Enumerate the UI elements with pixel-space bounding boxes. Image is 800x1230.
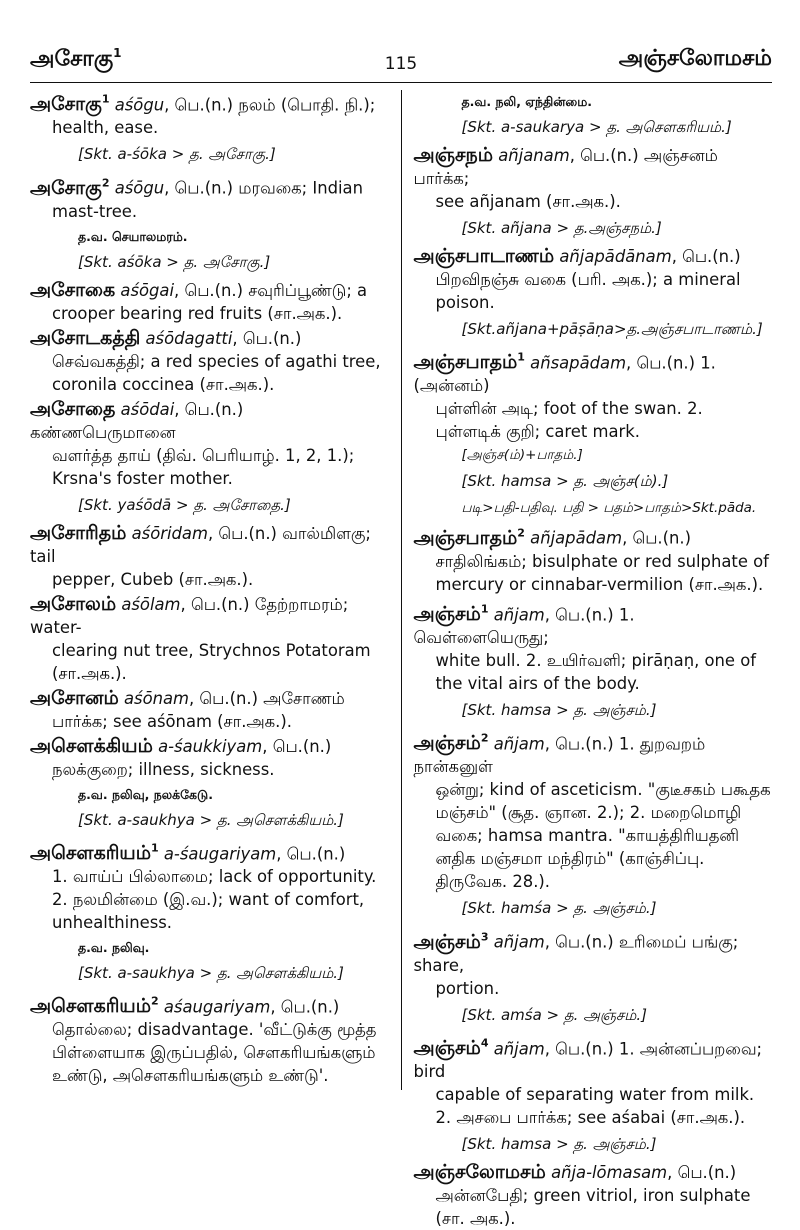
transliteration: aśōnam xyxy=(123,688,189,708)
headword xyxy=(414,351,525,373)
entry-definition: white bull. 2. உயிர்வளி; pirāṇaṇ, one of the vital airs of the body. xyxy=(435,650,757,693)
headword-text: அசோரிதம் xyxy=(30,521,127,544)
transliteration: añja-lōmasam xyxy=(551,1162,668,1182)
entry-definition: mast-tree. xyxy=(52,201,138,221)
entry-first-line xyxy=(414,346,773,397)
entry-definition-start: , பெ.(n.) xyxy=(276,843,346,863)
dictionary-entry xyxy=(414,925,773,999)
entry-first-line xyxy=(30,593,391,639)
tamil-equivalent-note: த.வ. நலி, ஏந்தின்மை. xyxy=(461,94,593,109)
headword xyxy=(30,687,119,709)
entry-definition: ஒன்று; kind of asceticism. "குடீசகம் பகூதக மஞ்சம்" (சூத. ஞான. 2.); 2. மறைமொழி வகை; hamsa mantra. "காயத்திரியதனி னதிக மஞ்சமா மந்திரம்" (காஞ்சிப்பு. திருவேக. 28.). xyxy=(435,780,771,892)
entry-definition: 1. வாய்ப் பில்லாமை; lack of opportunity. 2. நலமின்மை (இ.வ.); want of comfort, unhealthiness. xyxy=(52,866,377,932)
entry-definition-start: , பெ.(n.) xyxy=(671,247,741,266)
dictionary-entry xyxy=(30,398,391,490)
entry-definition: செவ்வகத்தி; a red species of agathi tree, coronila coccinea (சா.அக.). xyxy=(52,351,381,394)
headword-text: அஞ்சம் xyxy=(413,732,481,755)
dictionary-entry xyxy=(414,144,773,213)
etymology: [Skt. yaśōdā > த. அசோதை.] xyxy=(78,495,291,514)
entry-first-line xyxy=(414,925,773,976)
etymology: [Skt. hamsa > த. அஞ்சம்.] xyxy=(461,1134,657,1153)
headword xyxy=(30,177,109,199)
entry-definition: clearing nut tree, Strychnos Potatoram (சா.அக.). xyxy=(52,640,371,683)
entry-definition-start: , பெ.(n.) 1. அன்னப்பறவை; bird xyxy=(413,1038,763,1081)
etymology: [Skt. hamśa > த. அஞ்சம்.] xyxy=(461,899,657,918)
transliteration: aśōdai xyxy=(120,399,175,419)
entry-first-line xyxy=(30,735,391,758)
entry-definition-start: , பெ.(n.) 1. (அன்னம்) xyxy=(413,353,716,396)
entry-definition: health, ease. xyxy=(52,118,159,138)
homonym-number: 1 xyxy=(480,602,489,616)
entry-definition-start: , பெ.(n.) நலம் (பொதி. நி.); xyxy=(164,95,376,115)
headword xyxy=(30,735,153,757)
entry-definition-start: , பெ.(n.) உரிமைப் பங்கு; share, xyxy=(413,932,739,975)
transliteration: aśaugariyam xyxy=(163,997,271,1017)
headword-text: அஞ்சம் xyxy=(413,1036,481,1059)
entry-definition: பார்க்க; see aśōnam (சா.அக.). xyxy=(52,711,292,731)
entry-definition: crooper bearing red fruits (சா.அக.). xyxy=(52,303,343,323)
dictionary-entry xyxy=(30,687,391,733)
transliteration: aśōgu xyxy=(114,178,165,198)
etymology: [Skt.añjana+pāṣāṇa>த.அஞ்சபாடாணம்.] xyxy=(461,320,763,338)
etymology: [Skt. hamsa > த. அஞ்ச(ம்).] xyxy=(461,472,669,491)
entry-definition-start: , பெ.(n.) கண்ணபெருமானை xyxy=(30,399,244,442)
dictionary-entry xyxy=(30,171,391,222)
dictionary-entry xyxy=(30,279,391,325)
dictionary-entry xyxy=(414,727,773,893)
headword-text: அசௌக்கியம் xyxy=(30,734,153,757)
entry-first-line xyxy=(414,598,773,649)
entry-definition: பிறவிநஞ்சு வகை (பரி. அக.); a mineral poison. xyxy=(435,270,741,312)
transliteration: aśōgu xyxy=(114,95,165,115)
dictionary-entry xyxy=(414,346,773,443)
etymology: [Skt. amśa > த. அஞ்சம்.] xyxy=(461,1005,647,1024)
entry-definition-start: , பெ.(n.) சவுரிப்பூண்டு; a xyxy=(174,280,368,300)
headword xyxy=(30,398,115,420)
headword-text: அசௌகரியம் xyxy=(30,841,151,864)
etymology: [Skt. a-saukhya > த. அசௌக்கியம்.] xyxy=(78,963,344,982)
homonym-number: 2 xyxy=(101,176,110,190)
transliteration: añjam xyxy=(493,1038,545,1058)
tamil-equivalent-note: த.வ. செயாலமரம். xyxy=(78,228,188,244)
transliteration: añjanam xyxy=(498,146,570,165)
entry-first-line xyxy=(414,1161,773,1184)
columns xyxy=(30,88,772,1228)
entry-first-line xyxy=(30,279,391,302)
entry-definition: அன்னபேதி; green vitriol, iron sulphate (சா. அக.). xyxy=(435,1185,751,1228)
derivation-note: [அஞ்ச(ம்)+பாதம்.] xyxy=(461,447,583,464)
entry-definition-start: , பெ.(n.) தேற்றாமரம்; water- xyxy=(30,594,349,637)
etymology: [Skt. hamsa > த. அஞ்சம்.] xyxy=(461,700,657,719)
entry-definition: புள்ளின் அடி; foot of the swan. 2. புள்ளடிக் குறி; caret mark. xyxy=(435,399,703,442)
headword-text: அசௌகரியம் xyxy=(30,995,151,1018)
headword-text: அசோகு xyxy=(30,93,102,116)
entry-definition-start: , பெ.(n.) xyxy=(262,736,332,756)
entry-first-line xyxy=(414,1032,773,1083)
headword xyxy=(414,931,489,953)
entry-first-line xyxy=(414,727,773,778)
entry-first-line xyxy=(30,171,391,199)
homonym-number: 4 xyxy=(480,1036,489,1050)
headword xyxy=(30,522,126,544)
homonym-number: 2 xyxy=(150,994,159,1008)
entry-definition: see añjanam (சா.அக.). xyxy=(435,192,621,211)
dictionary-entry xyxy=(30,837,391,934)
tamil-equivalent-note: த.வ. நலிவு, நலக்கேடு. xyxy=(78,786,213,802)
transliteration: añjam xyxy=(493,604,545,624)
homonym-number: 3 xyxy=(480,930,489,944)
headword xyxy=(30,593,116,615)
entry-definition-start: , பெ.(n.) அசோணம் xyxy=(189,688,345,708)
entry-first-line xyxy=(30,327,391,350)
headword-text: அசோதை xyxy=(30,397,116,420)
dictionary-entry xyxy=(414,1032,773,1129)
dictionary-entry xyxy=(30,522,391,591)
entry-definition: தொல்லை; disadvantage. 'வீட்டுக்கு மூத்த பிள்ளையாக இருப்பதில், சௌகரியங்களும் உண்டு, அசௌகரியங்களும் உண்டு'. xyxy=(52,1020,377,1086)
dictionary-entry xyxy=(414,245,773,314)
transliteration: a-śaukkiyam xyxy=(158,736,263,756)
headword-text: அஞ்சம் xyxy=(413,602,481,625)
headword-text: அசோகு xyxy=(30,176,102,199)
entry-first-line xyxy=(30,398,391,444)
entry-definition-start: , பெ.(n.) வால்மிளகு; tail xyxy=(30,523,371,566)
transliteration: añjam xyxy=(493,734,545,754)
etymology: [Skt. a-śōka > த. அசோகு.] xyxy=(78,145,276,164)
headword-text: அஞ்சம் xyxy=(413,930,481,953)
entry-first-line xyxy=(30,522,391,568)
headword-text: அசோனம் xyxy=(30,686,119,709)
dictionary-entry xyxy=(30,88,391,139)
running-head-right: அஞ்சலோமசம் xyxy=(618,46,772,71)
homonym-number: 1 xyxy=(101,93,110,106)
entry-definition-start: , பெ.(n.) அஞ்சனம் பார்க்க; xyxy=(413,146,718,188)
transliteration: aśōdagatti xyxy=(145,328,233,348)
derivation-note: படி>பதி-பதிவு. பதி > பதம்>பாதம்>Skt.pāda. xyxy=(461,500,757,517)
entry-definition: portion. xyxy=(435,978,500,998)
headword-text: அசோகை xyxy=(30,278,116,301)
transliteration: aśōgai xyxy=(120,280,175,300)
header-rule xyxy=(30,82,772,83)
entry-definition: நலக்குறை; illness, sickness. xyxy=(52,759,275,779)
entry-definition-start: , பெ.(n.) xyxy=(270,997,340,1017)
headword-text: அஞ்சபாடாணம் xyxy=(413,245,555,267)
transliteration: añjam xyxy=(493,932,545,952)
dictionary-entry xyxy=(414,521,773,595)
entry-definition: வளர்த்த தாய் (திவ். பெரியாழ். 1, 2, 1.); Krsna's foster mother. xyxy=(52,445,355,488)
transliteration: aśōlam xyxy=(121,594,181,614)
etymology: [Skt. a-saukhya > த. அசௌக்கியம்.] xyxy=(78,810,344,829)
entry-definition: capable of separating water from milk. 2. அசபை பார்க்க; see aśabai (சா.அக.). xyxy=(435,1084,755,1127)
headword xyxy=(30,279,115,301)
entry-first-line xyxy=(30,88,391,116)
transliteration: añjapādānam xyxy=(559,247,672,266)
headword-text: அஞ்சலோமசம் xyxy=(413,1160,546,1183)
homonym-number: 2 xyxy=(517,526,525,540)
transliteration: a-śaugariyam xyxy=(163,843,277,863)
transliteration: añsapādam xyxy=(530,353,627,373)
page-number: 115 xyxy=(384,54,418,74)
entry-definition-start: , பெ.(n.) 1. துறவறம் நான்கனுள் xyxy=(413,734,706,777)
dictionary-entry xyxy=(414,598,773,695)
headword xyxy=(414,245,555,267)
headword xyxy=(30,327,140,349)
entry-first-line xyxy=(30,990,391,1018)
entry-first-line xyxy=(414,245,773,268)
headword-text: அசோலம் xyxy=(30,592,117,615)
headword xyxy=(30,93,109,115)
entry-definition-start: , பெ.(n.) xyxy=(622,528,692,548)
etymology: [Skt. a-saukarya > த. அசௌகரியம்.] xyxy=(461,118,732,136)
headword xyxy=(414,603,489,625)
headword-text: அசோடகத்தி xyxy=(30,326,141,349)
etymology: [Skt. añjana > த.அஞ்சநம்.] xyxy=(461,219,662,237)
entry-first-line xyxy=(30,687,391,710)
entry-first-line xyxy=(30,837,391,865)
dictionary-entry xyxy=(30,327,391,396)
running-head-left-word: அசோகு xyxy=(30,46,114,72)
homonym-number: 1 xyxy=(150,841,159,855)
entry-definition-start: , பெ.(n.) xyxy=(667,1162,737,1182)
homonym-number: 1 xyxy=(517,351,525,364)
running-head-left-sup: 1 xyxy=(113,46,122,60)
transliteration: aśōridam xyxy=(131,523,208,543)
dictionary-entry xyxy=(30,735,391,781)
headword xyxy=(30,842,159,864)
headword xyxy=(414,527,525,549)
tamil-equivalent-note: த.வ. நலிவு. xyxy=(78,939,150,955)
headword-text: அஞ்சநம் xyxy=(413,144,494,166)
entry-first-line xyxy=(414,521,773,549)
left-column xyxy=(30,88,401,1092)
entry-first-line xyxy=(414,144,773,190)
dictionary-entry xyxy=(30,593,391,685)
running-head xyxy=(30,44,772,80)
homonym-number: 2 xyxy=(480,731,489,745)
dictionary-entry xyxy=(30,990,391,1087)
entry-definition-start: , பெ.(n.) 1. வெள்ளையெருது; xyxy=(413,604,635,647)
headword-text: அஞ்சபாதம் xyxy=(413,526,518,549)
etymology: [Skt. aśōka > த. அசோகு.] xyxy=(78,252,271,271)
right-column xyxy=(402,88,773,1228)
headword xyxy=(30,995,159,1017)
dictionary-entry xyxy=(414,1161,773,1230)
entry-definition-start: , பெ.(n.) மரவகை; Indian xyxy=(164,178,363,198)
headword xyxy=(414,144,494,166)
headword-text: அஞ்சபாதம் xyxy=(413,351,518,374)
entry-definition: pepper, Cubeb (சா.அக.). xyxy=(52,569,254,589)
entry-definition: சாதிலிங்கம்; bisulphate or red sulphate of mercury or cinnabar-vermilion (சா.அக.). xyxy=(435,551,769,594)
entry-definition-start: , பெ.(n.) xyxy=(232,328,302,348)
transliteration: añjapādam xyxy=(530,528,623,548)
headword xyxy=(414,1037,489,1059)
headword xyxy=(414,732,489,754)
headword xyxy=(414,1161,546,1183)
